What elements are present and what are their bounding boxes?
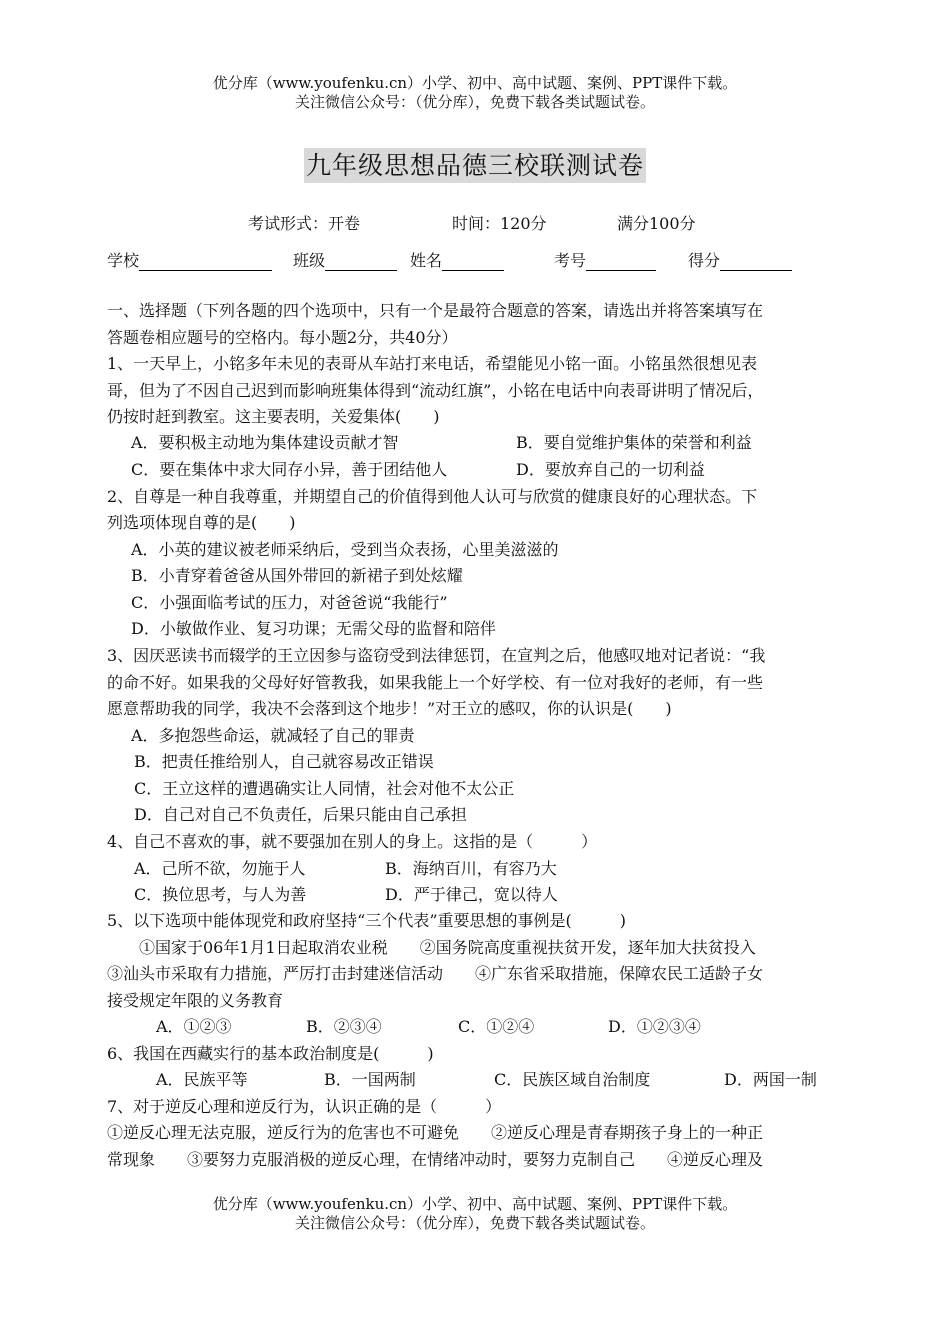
- q1-option-d[interactable]: D．要放弃自己的一切利益: [516, 460, 705, 479]
- q2-option-d[interactable]: D．小敏做作业、复习功课；无需父母的监督和陪伴: [131, 619, 496, 638]
- q6-option-b[interactable]: B．一国两制: [324, 1070, 416, 1089]
- q5-stem-line1: 5、以下选项中能体现党和政府坚持“三个代表”重要思想的事例是( ): [107, 911, 627, 930]
- class-label: 班级: [293, 251, 326, 270]
- page-title: [0, 146, 950, 182]
- q3-option-d[interactable]: D．自己对自己不负责任，后果只能由自己承担: [134, 805, 467, 824]
- school-blank[interactable]: [139, 254, 272, 271]
- q7-stem-line2: ①逆反心理无法克服，逆反行为的危害也不可避免 ②逆反心理是青春期孩子身上的一种正: [107, 1123, 764, 1142]
- name-blank[interactable]: [442, 254, 504, 271]
- exam-full-score: 满分100分: [617, 214, 696, 233]
- number-field[interactable]: [554, 248, 656, 271]
- q5-option-c[interactable]: C．①②④: [458, 1017, 535, 1036]
- q7-stem-line1: 7、对于逆反心理和逆反行为，认识正确的是（ ）: [107, 1097, 502, 1116]
- q2-option-c[interactable]: C．小强面临考试的压力，对爸爸说“我能行”: [131, 593, 448, 612]
- section-heading-line1: 一、选择题（下列各题的四个选项中，只有一个是最符合题意的答案，请选出并将答案填写在: [107, 301, 764, 320]
- site-footer-line1: 优分库（www.youfenku.cn）小学、初中、高中试题、案例、PPT课件下载。: [212, 1195, 738, 1213]
- page-title-text: 九年级思想品德三校联测试卷: [304, 148, 646, 183]
- q2-stem-line1: 2、自尊是一种自我尊重，并期望自己的价值得到他人认可与欣赏的健康良好的心理状态。下: [107, 487, 758, 506]
- q1-stem-line1: 1、一天早上，小铭多年未见的表哥从车站打来电话，希望能见小铭一面。小铭虽然很想见表: [107, 354, 758, 373]
- q4-option-a[interactable]: A．己所不欲，勿施于人: [134, 859, 306, 878]
- name-field[interactable]: [410, 248, 504, 271]
- q1-stem-line2: 哥，但为了不因自己迟到而影响班集体得到“流动红旗”，小铭在电话中向表哥讲明了情况后，: [107, 381, 764, 400]
- q6-option-a[interactable]: A．民族平等: [156, 1070, 248, 1089]
- q4-stem-line1: 4、自己不喜欢的事，就不要强加在别人的身上。这指的是（ ）: [107, 832, 598, 851]
- score-blank[interactable]: [720, 254, 792, 271]
- q5-stem-line2: ①国家于06年1月1日起取消农业税 ②国务院高度重视扶贫开发，逐年加大扶贫投入: [107, 938, 756, 957]
- q3-stem-line2: 的命不好。如果我的父母好好管教我，如果我能上一个好学校、有一位对我好的老师，有一些: [107, 673, 764, 692]
- exam-time: 时间：120分: [452, 214, 547, 233]
- site-header-line2: 关注微信公众号：（优分库），免费下载各类试题试卷。: [294, 93, 655, 111]
- site-header-line1: 优分库（www.youfenku.cn）小学、初中、高中试题、案例、PPT课件下载。: [212, 74, 738, 92]
- q5-option-a[interactable]: A．①②③: [156, 1017, 232, 1036]
- school-field[interactable]: [107, 248, 272, 271]
- q3-stem-line3: 愿意帮助我的同学，我决不会落到这个地步！”对王立的感叹，你的认识是( ): [107, 699, 672, 718]
- q3-option-c[interactable]: C．王立这样的遭遇确实让人同情，社会对他不太公正: [134, 779, 515, 798]
- q6-option-c[interactable]: C．民族区域自治制度: [494, 1070, 651, 1089]
- q1-stem-line3: 仍按时赶到教室。这主要表明，关爱集体( ): [107, 407, 440, 426]
- school-label: 学校: [107, 251, 140, 270]
- q3-option-a[interactable]: A．多抱怨些命运，就减轻了自己的罪责: [131, 726, 415, 745]
- score-label: 得分: [688, 251, 721, 270]
- exam-form: 考试形式：开卷: [248, 214, 361, 233]
- section-heading-line2: 答题卷相应题号的空格内。每小题2分，共40分）: [107, 328, 458, 347]
- class-field[interactable]: [293, 248, 397, 271]
- q2-option-b[interactable]: B．小青穿着爸爸从国外带回的新裙子到处炫耀: [131, 566, 463, 585]
- q6-stem-line1: 6、我国在西藏实行的基本政治制度是( ): [107, 1044, 434, 1063]
- class-blank[interactable]: [325, 254, 397, 271]
- name-label: 姓名: [410, 251, 443, 270]
- q4-option-b[interactable]: B．海纳百川，有容乃大: [385, 859, 557, 878]
- q5-option-b[interactable]: B．②③④: [306, 1017, 382, 1036]
- q5-option-d[interactable]: D．①②③④: [608, 1017, 701, 1036]
- score-field[interactable]: [688, 248, 792, 271]
- q5-stem-line4: 接受规定年限的义务教育: [107, 991, 284, 1010]
- q7-stem-line3: 常现象 ③要努力克服消极的逆反心理，在情绪冲动时，要努力克制自己 ④逆反心理及: [107, 1150, 764, 1169]
- number-blank[interactable]: [586, 254, 656, 271]
- q2-stem-line2: 列选项体现自尊的是( ): [107, 513, 296, 532]
- q5-stem-line3: ③汕头市采取有力措施，严厉打击封建迷信活动 ④广东省采取措施，保障农民工适龄子女: [107, 964, 764, 983]
- q6-option-d[interactable]: D．两国一制: [724, 1070, 817, 1089]
- q4-option-c[interactable]: C．换位思考，与人为善: [134, 885, 307, 904]
- q2-option-a[interactable]: A．小英的建议被老师采纳后，受到当众表扬，心里美滋滋的: [131, 540, 559, 559]
- q1-option-c[interactable]: C．要在集体中求大同存小异，善于团结他人: [131, 460, 448, 479]
- q4-option-d[interactable]: D．严于律己，宽以待人: [385, 885, 558, 904]
- q1-option-a[interactable]: A．要积极主动地为集体建设贡献才智: [131, 433, 399, 452]
- q3-stem-line1: 3、因厌恶读书而辍学的王立因参与盗窃受到法律惩罚，在宣判之后，他感叹地对记者说：“我: [107, 646, 766, 665]
- site-footer-line2: 关注微信公众号：（优分库），免费下载各类试题试卷。: [294, 1214, 655, 1232]
- number-label: 考号: [554, 251, 587, 270]
- q3-option-b[interactable]: B．把责任推给别人，自己就容易改正错误: [134, 752, 434, 771]
- q1-option-b[interactable]: B．要自觉维护集体的荣誉和利益: [516, 433, 752, 452]
